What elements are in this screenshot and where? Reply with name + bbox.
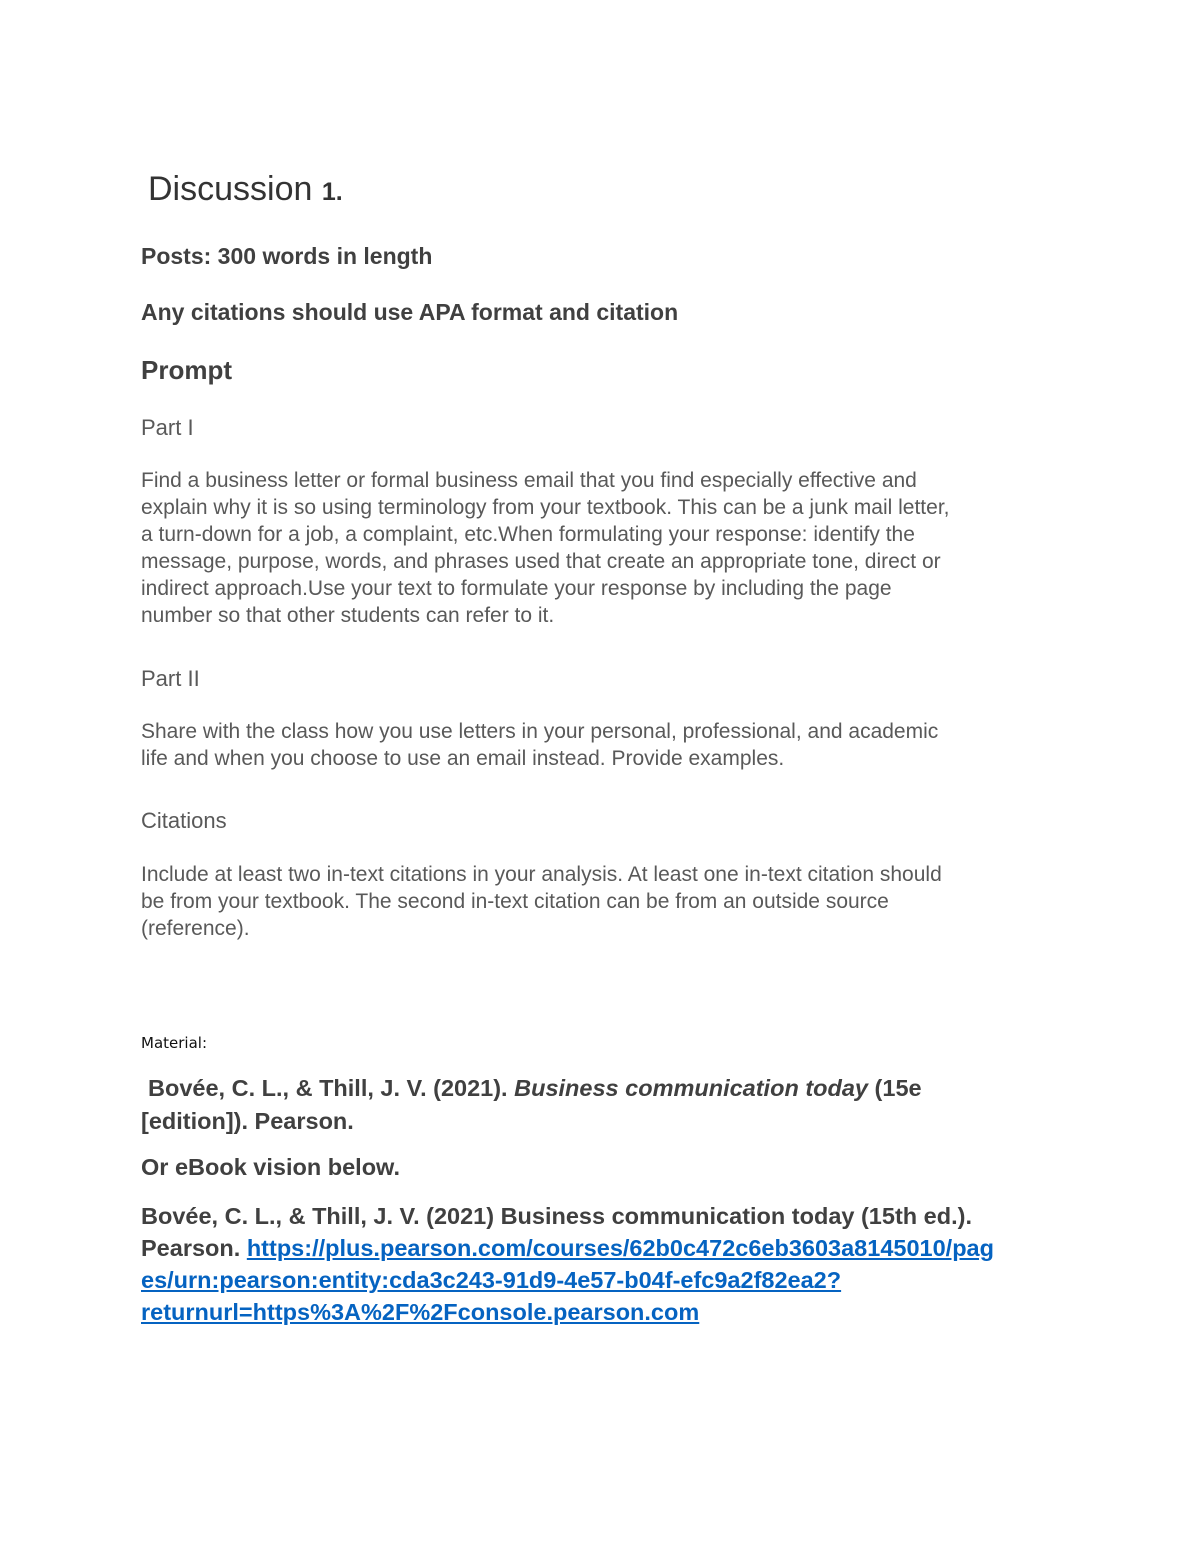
part1-line: message, purpose, words, and phrases used that create an appropriate tone, direct or: [141, 550, 941, 573]
reference1-edition-close: [edition]). Pearson.: [141, 1108, 354, 1134]
citations-heading: Citations: [141, 808, 227, 833]
reference1-edition-line: [141, 1105, 1061, 1137]
part1-line: indirect approach.Use your text to formulate your response by including the page: [141, 577, 892, 600]
part2-paragraph: [141, 718, 1061, 772]
part1-line: a turn-down for a job, a complaint, etc.When formulating your response: identify the: [141, 523, 915, 546]
citations-line: (reference).: [141, 917, 250, 940]
part2-line: life and when you choose to use an email instead. Provide examples.: [141, 747, 785, 770]
page-title: [148, 170, 1068, 209]
prompt-heading: Prompt: [141, 355, 232, 385]
reference1-edition-open: (15e: [874, 1075, 922, 1101]
part1-line: number so that other students can refer to it.: [141, 604, 555, 627]
title-word: Discussion: [148, 170, 313, 208]
reference2-publisher: Pearson.: [141, 1235, 241, 1261]
title-number: 1.: [321, 178, 343, 206]
part1-paragraph: [141, 467, 1061, 629]
ebook-url-link-part3[interactable]: returnurl=https%3A%2F%2Fconsole.pearson.com: [141, 1299, 700, 1325]
part1-line: explain why it is so using terminology from your textbook. This can be a junk mail letter,: [141, 496, 950, 519]
citations-line: be from your textbook. The second in-text citation can be from an outside source: [141, 890, 889, 913]
citation-requirement: Any citations should use APA format and citation: [141, 299, 679, 325]
reference-print-edition: [148, 1072, 1068, 1104]
citations-paragraph: [141, 861, 1061, 942]
reference2-line1: Bovée, C. L., & Thill, J. V. (2021) Business communication today (15th ed.).: [141, 1203, 972, 1229]
reference1-authors: Bovée, C. L., & Thill, J. V. (2021).: [148, 1075, 508, 1101]
part1-line: Find a business letter or formal business email that you find especially effective and: [141, 469, 917, 492]
ebook-url-link-part2[interactable]: es/urn:pearson:entity:cda3c243-91d9-4e57-b04f-efc9a2f82ea2?: [141, 1267, 842, 1293]
part2-heading: Part II: [141, 666, 200, 691]
ebook-url-link-part1[interactable]: https://plus.pearson.com/courses/62b0c472c6eb3603a8145010/pag: [246, 1235, 994, 1261]
citations-line: Include at least two in-text citations in your analysis. At least one in-text citation should: [141, 863, 942, 886]
reference-ebook: [141, 1200, 1081, 1328]
reference1-book-title: Business communication today: [514, 1075, 869, 1101]
part1-heading: Part I: [141, 415, 194, 440]
ebook-note: Or eBook vision below.: [141, 1154, 400, 1180]
posts-requirement: Posts: 300 words in length: [141, 243, 433, 269]
material-label: Material:: [141, 1034, 207, 1052]
part2-line: Share with the class how you use letters in your personal, professional, and academic: [141, 720, 939, 743]
